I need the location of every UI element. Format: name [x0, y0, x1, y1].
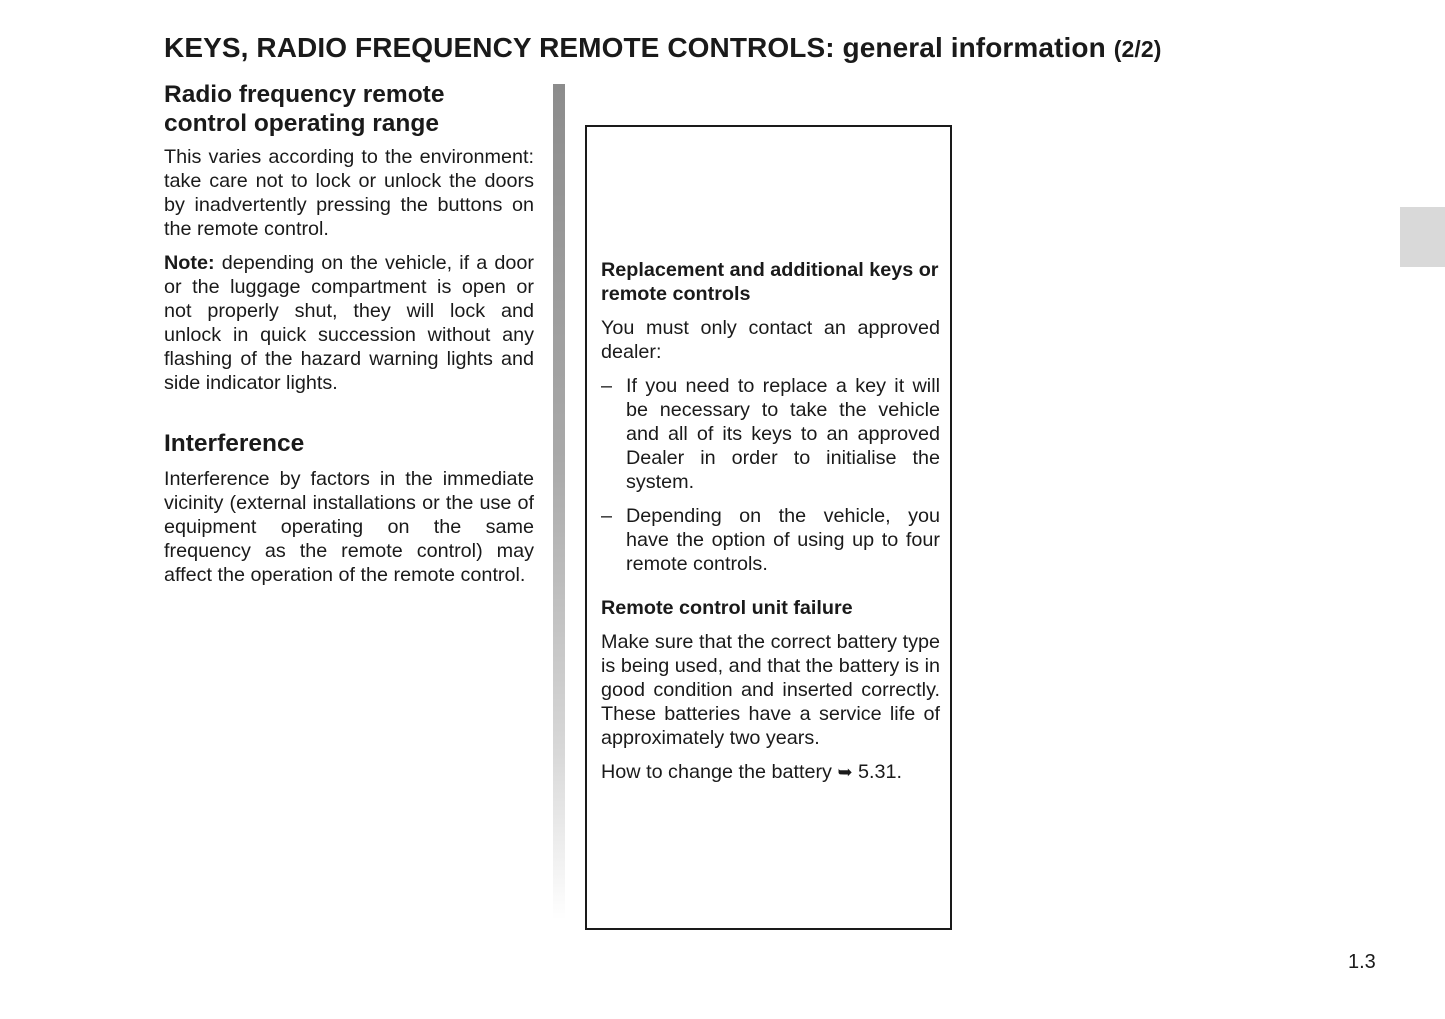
battery-reference-text: How to change the battery — [601, 761, 832, 783]
note-paragraph — [164, 251, 534, 395]
title-main: KEYS, RADIO FREQUENCY REMOTE CONTROLS: general information — [164, 32, 1106, 63]
dash-bullet: – — [601, 505, 613, 527]
interference-paragraph: Interference by factors in the immediate vicinity (external installations or the use of equipment operating on the same frequency as the remote control) may affect the operation of the remote control. — [164, 468, 534, 586]
note-label: Note: — [164, 252, 215, 274]
left-column — [164, 80, 534, 587]
title-pagination: (2/2) — [1113, 36, 1162, 62]
battery-reference-paragraph — [601, 760, 940, 784]
battery-reference-page: 5.31. — [858, 761, 903, 783]
replacement-list — [601, 374, 940, 576]
operating-range-paragraph: This varies according to the environment: take care not to lock or unlock the doors by inadvertently pressing the buttons on the remote control. — [164, 146, 534, 240]
operating-range-heading: Radio frequency remote control operating range — [164, 81, 445, 137]
chapter-side-tab — [1400, 207, 1445, 267]
list-item — [601, 374, 940, 494]
page-number: 1.3 — [1348, 951, 1376, 973]
info-box-content — [601, 258, 940, 784]
column-divider-bar — [553, 84, 565, 920]
failure-heading: Remote control unit failure — [601, 597, 853, 619]
list-item-text: Depending on the vehicle, you have the option of using up to four remote controls. — [626, 505, 940, 575]
note-text: depending on the vehicle, if a door or the luggage compartment is open or not properly shut, they will lock and unlock in quick succession without any flashing of the hazard warning lights and side indicator lights. — [164, 252, 534, 394]
list-item — [601, 504, 940, 576]
arrow-reference-icon: ➥ — [837, 762, 853, 782]
failure-paragraph: Make sure that the correct battery type is being used, and that the battery is in good condition and inserted correctly. These batteries have a service life of approximately two years. — [601, 631, 940, 749]
interference-heading: Interference — [164, 430, 305, 457]
dash-bullet: – — [601, 375, 613, 397]
info-box — [585, 125, 952, 930]
list-item-text: If you need to replace a key it will be necessary to take the vehicle and all of its keys to an approved Dealer in order to initialise the system. — [626, 375, 940, 493]
replacement-heading: Replacement and additional keys or remote controls — [601, 259, 939, 305]
contact-dealer-paragraph: You must only contact an approved dealer: — [601, 317, 940, 363]
page-title — [164, 30, 1162, 67]
